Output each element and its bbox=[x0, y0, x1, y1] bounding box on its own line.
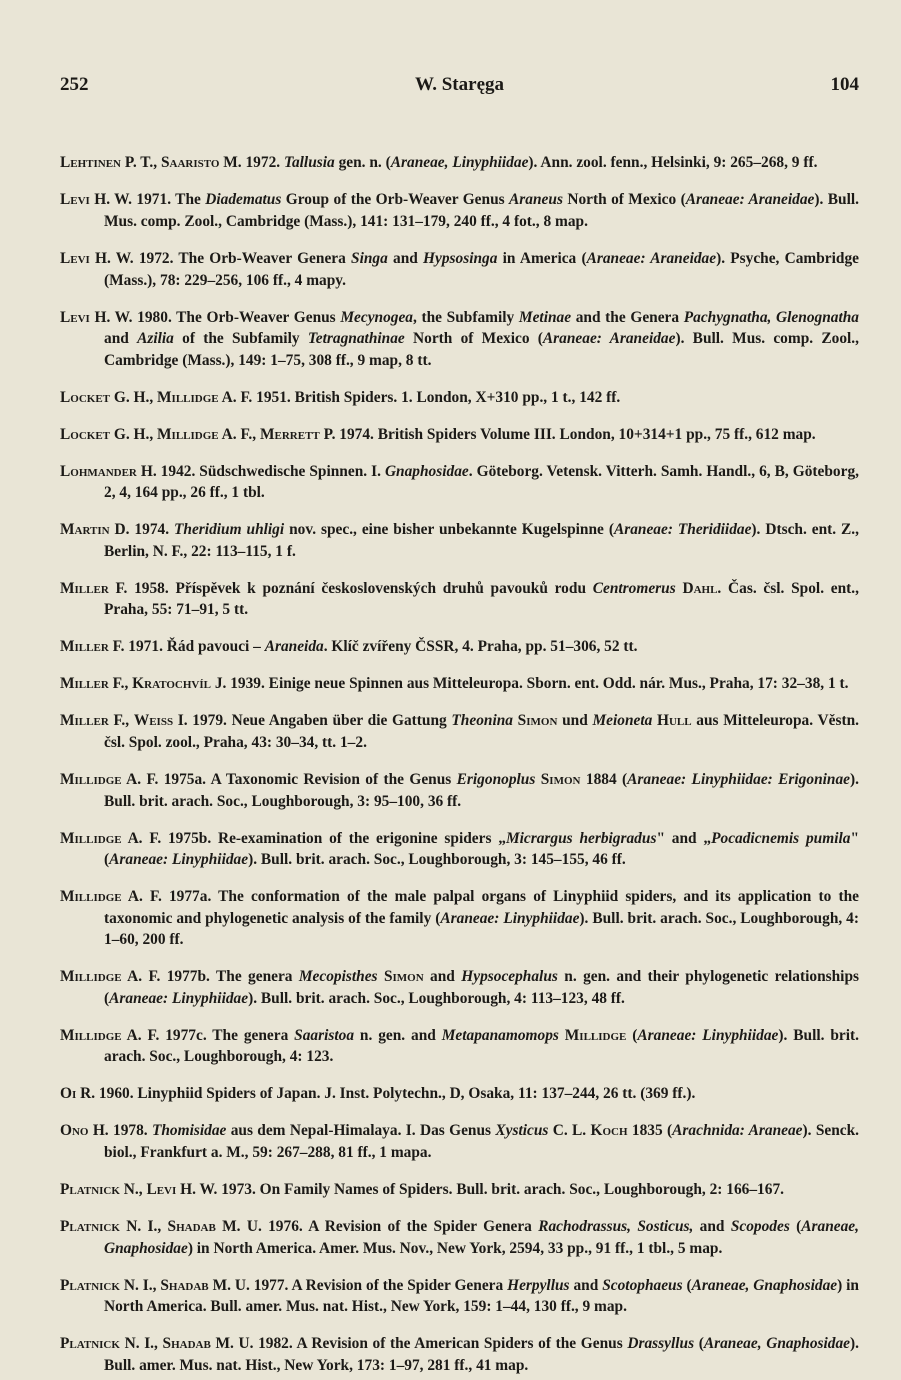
running-header bbox=[60, 74, 859, 102]
reference-entry bbox=[60, 828, 859, 871]
reference-text: D. 1974. bbox=[109, 521, 175, 539]
taxon-name: Gnaphosidae bbox=[384, 462, 469, 480]
reference-text: and bbox=[569, 1276, 603, 1294]
reference-text: M. U. 1982. A Revision of the American Spiders of the Genus bbox=[210, 1335, 628, 1353]
author-name: Millidge bbox=[60, 1026, 122, 1044]
reference-entry bbox=[60, 424, 859, 446]
reference-text: F., bbox=[108, 712, 134, 730]
author-name: Oi bbox=[60, 1085, 77, 1103]
author-name: Kratochvíl bbox=[132, 675, 211, 693]
author-name: Lohmander bbox=[60, 462, 137, 480]
reference-text: 1835 ( bbox=[627, 1122, 673, 1140]
taxon-name: Araneae: Linyphiidae bbox=[109, 851, 249, 869]
author-name: Koch bbox=[590, 1122, 628, 1140]
taxon-name: Scopodes bbox=[730, 1217, 790, 1235]
reference-entry bbox=[60, 769, 859, 812]
reference-entry bbox=[60, 307, 859, 372]
volume-number: 104 bbox=[830, 74, 859, 95]
reference-text: ( bbox=[789, 1217, 802, 1235]
reference-text: ). Bull. amer. Mus. nat. Hist., New York, 173: 1–97, 281 ff., 41 map. bbox=[104, 1335, 859, 1374]
reference-text: n. gen. and bbox=[354, 1026, 442, 1044]
taxon-name: Erigonoplus bbox=[456, 770, 536, 788]
author-name: Merrett bbox=[259, 425, 320, 443]
author-name: Platnick bbox=[60, 1335, 120, 1353]
reference-text: und bbox=[557, 712, 593, 730]
author-name: Martin bbox=[60, 521, 110, 539]
taxon-name: Araneae, Gnaphosidae bbox=[691, 1276, 838, 1294]
taxon-name: Saaristoa bbox=[294, 1026, 355, 1044]
author-name: Platnick bbox=[60, 1217, 120, 1235]
taxon-name: Scotophaeus bbox=[602, 1276, 683, 1294]
author-name: Millidge bbox=[157, 425, 219, 443]
taxon-name: Meioneta bbox=[592, 712, 653, 730]
reference-text: H. 1942. Südschwedische Spinnen. I. bbox=[136, 462, 385, 480]
reference-entry bbox=[60, 578, 859, 621]
reference-text: . Čas. čsl. Spol. ent., Praha, 55: 71–91, 5 tt. bbox=[104, 579, 859, 619]
author-name: Levi bbox=[60, 249, 90, 267]
reference-text: A. F. 1977a. The conformation of the male palpal organs of Linyphiid spiders, and its application to the taxonomic and phylogenetic analysis of the family ( bbox=[104, 888, 859, 927]
reference-text: and bbox=[423, 968, 462, 986]
reference-text: H. W. 1972. The Orb-Weaver Genera bbox=[89, 249, 352, 267]
reference-text: C. L. bbox=[548, 1122, 591, 1140]
reference-entry bbox=[60, 1025, 859, 1068]
reference-text: A. F. 1975b. Re-examination of the erigonine spiders „ bbox=[121, 829, 506, 847]
reference-text: ( bbox=[682, 1276, 692, 1294]
reference-entry bbox=[60, 1275, 859, 1318]
reference-text: H. W. 1971. The bbox=[89, 191, 206, 209]
reference-text: J. 1939. Einige neue Spinnen aus Mitteleuropa. Sborn. ent. Odd. nár. Mus., Praha, 17: 32–38, 1 t. bbox=[210, 675, 849, 693]
reference-text: H. 1978. bbox=[88, 1122, 152, 1140]
taxon-name: Tallusia bbox=[283, 154, 335, 172]
taxon-name: Metapanamomops bbox=[441, 1026, 559, 1044]
author-name: Hull bbox=[657, 712, 692, 730]
author-name: Millidge bbox=[60, 770, 122, 788]
reference-text: North of Mexico ( bbox=[404, 330, 543, 348]
taxon-name: Mecynogea bbox=[340, 308, 413, 326]
taxon-name: Arachnida: Araneae bbox=[672, 1122, 803, 1140]
reference-text: in America ( bbox=[497, 249, 587, 267]
reference-text: and bbox=[104, 330, 138, 348]
author-name: Dahl bbox=[682, 579, 718, 597]
reference-text: M. U. 1977. A Revision of the Spider Genera bbox=[208, 1276, 508, 1294]
taxon-name: Theridium uhligi bbox=[174, 521, 285, 539]
reference-entry bbox=[60, 1216, 859, 1259]
author-name: Millidge bbox=[60, 968, 122, 986]
author-name: Saaristo bbox=[160, 154, 220, 172]
reference-text: ). Bull. brit. arach. Soc., Loughborough, 4: 113–123, 48 ff. bbox=[248, 989, 625, 1007]
author-name: Levi bbox=[146, 1181, 177, 1198]
taxon-name: Metinae bbox=[518, 308, 572, 326]
author-name: Locket bbox=[60, 388, 110, 406]
author-name: Miller bbox=[60, 579, 109, 597]
taxon-name: Araneae: Linyphiidae: Erigoninae bbox=[627, 770, 850, 788]
author-name: Shadab bbox=[167, 1217, 216, 1235]
reference-text: N., bbox=[119, 1181, 147, 1198]
reference-text: ). Ann. zool. fenn., Helsinki, 9: 265–268, 9 ff. bbox=[528, 154, 818, 172]
reference-text: n. gen. and their phylogenetic relationships ( bbox=[104, 968, 860, 1007]
taxon-name: Micrargus herbigradus bbox=[505, 829, 657, 847]
taxon-name: Xysticus bbox=[495, 1122, 549, 1140]
reference-text: and the Genera bbox=[571, 308, 684, 326]
reference-text: aus dem Nepal-Himalaya. I. Das Genus bbox=[226, 1122, 496, 1140]
author-name: Levi bbox=[60, 191, 90, 209]
reference-text: " and „ bbox=[656, 829, 712, 847]
reference-text: ( bbox=[694, 1335, 704, 1353]
reference-text: A. F., bbox=[218, 425, 260, 443]
running-head-author: W. Staręga bbox=[414, 74, 505, 95]
reference-text: F., bbox=[108, 675, 133, 693]
taxon-name: Theonina bbox=[451, 712, 513, 730]
reference-text: " ( bbox=[104, 829, 859, 869]
author-name: Simon bbox=[517, 712, 558, 730]
taxon-name: Tetragnathinae bbox=[307, 330, 405, 348]
taxon-name: Pachygnatha, Glenognatha bbox=[683, 308, 859, 326]
author-name: Simon bbox=[383, 968, 424, 986]
taxon-name: Araneae: Araneidae bbox=[542, 330, 676, 348]
reference-text: F. 1971. Řád pavouci – bbox=[108, 638, 265, 656]
reference-entry bbox=[60, 519, 859, 562]
reference-entry bbox=[60, 710, 859, 753]
author-name: Weiss bbox=[133, 712, 174, 730]
author-name: Miller bbox=[60, 712, 109, 730]
page-number: 252 bbox=[60, 74, 89, 95]
taxon-name: Pocadicnemis pumila bbox=[711, 829, 851, 847]
reference-text: ). Dtsch. ent. Z., Berlin, N. F., 22: 113–115, 1 f. bbox=[104, 521, 860, 560]
reference-entry bbox=[60, 966, 859, 1009]
reference-text: and bbox=[693, 1217, 731, 1235]
reference-text: N. I., bbox=[119, 1276, 161, 1294]
reference-text: . Göteborg. Vetensk. Vitterh. Samh. Handl., 6, B, Göteborg, 2, 4, 164 pp., 26 ff., 1 tbl. bbox=[104, 462, 859, 502]
reference-text: . Klíč zvířeny ČSSR, 4. Praha, pp. 51–306, 52 tt. bbox=[323, 638, 638, 656]
reference-entry bbox=[60, 1083, 859, 1105]
author-name: Millidge bbox=[564, 1026, 627, 1044]
taxon-name: Mecopisthes bbox=[298, 968, 378, 986]
taxon-name: Araneae, Gnaphosidae bbox=[104, 1217, 859, 1257]
reference-text: N. I., bbox=[119, 1335, 163, 1353]
reference-text: Group of the Orb-Weaver Genus bbox=[281, 191, 510, 209]
reference-text: A. F. 1977b. The genera bbox=[121, 968, 299, 986]
taxon-name: Azilia bbox=[137, 330, 174, 348]
taxon-name: Araneae, Gnaphosidae bbox=[703, 1335, 851, 1353]
taxon-name: Hypsocephalus bbox=[461, 968, 558, 986]
taxon-name: Herpyllus bbox=[507, 1276, 570, 1294]
reference-text: A. F. 1951. British Spiders. 1. London, X+310 pp., 1 t., 142 ff. bbox=[218, 388, 621, 406]
reference-text: ) in North America. Bull. amer. Mus. nat. Hist., New York, 159: 1–44, 130 ff., 9 map. bbox=[104, 1276, 859, 1316]
reference-entry bbox=[60, 673, 859, 695]
reference-text: 1884 ( bbox=[580, 770, 628, 788]
reference-list bbox=[60, 137, 859, 1380]
author-name: Platnick bbox=[60, 1181, 120, 1198]
taxon-name: Thomisidae bbox=[151, 1122, 227, 1140]
author-name: Shadab bbox=[162, 1335, 211, 1353]
taxon-name: Drassyllus bbox=[627, 1335, 695, 1353]
reference-text: ). Psyche, Cambridge (Mass.), 78: 229–256, 106 ff., 4 mapy. bbox=[104, 249, 859, 289]
reference-text: ). Bull. brit. arach. Soc., Loughborough, 4: 123. bbox=[104, 1026, 859, 1066]
reference-entry bbox=[60, 461, 859, 504]
reference-text: ( bbox=[626, 1026, 638, 1044]
reference-text: ). Bull. Mus. comp. Zool., Cambridge (Mass.), 149: 1–75, 308 ff., 9 map, 8 tt. bbox=[104, 330, 859, 369]
reference-entry bbox=[60, 248, 859, 291]
reference-text: M. 1972. bbox=[219, 154, 284, 172]
reference-text: ). Bull. brit. arach. Soc., Loughborough, 3: 95–100, 36 ff. bbox=[104, 770, 859, 810]
taxon-name: Rachodrassus, Sosticus, bbox=[538, 1217, 694, 1235]
author-name: Miller bbox=[60, 638, 109, 656]
taxon-name: Diadematus bbox=[205, 191, 282, 209]
taxon-name: Hypsosinga bbox=[423, 249, 498, 267]
author-name: Millidge bbox=[157, 388, 219, 406]
reference-text: ). Bull. brit. arach. Soc., Loughborough, 3: 145–155, 46 ff. bbox=[248, 851, 626, 869]
reference-text: P. 1974. British Spiders Volume III. London, 10+314+1 pp., 75 ff., 612 map. bbox=[319, 425, 816, 443]
reference-text: R. 1960. Linyphiid Spiders of Japan. J. Inst. Polytechn., D, Osaka, 11: 137–244, 26 tt. (369 ff.). bbox=[76, 1085, 696, 1103]
reference-entry bbox=[60, 636, 859, 658]
reference-text: I. 1979. Neue Angaben über die Gattung bbox=[173, 712, 452, 730]
reference-entry bbox=[60, 189, 859, 232]
taxon-name: Centromerus bbox=[592, 579, 676, 597]
reference-entry bbox=[60, 1179, 859, 1201]
reference-text: ). Bull. brit. arach. Soc., Loughborough, 4: 1–60, 200 ff. bbox=[104, 909, 859, 949]
reference-text: and bbox=[387, 249, 424, 267]
reference-text: North of Mexico ( bbox=[562, 191, 686, 209]
reference-text: , the Subfamily bbox=[413, 308, 519, 326]
author-name: Ono bbox=[60, 1122, 89, 1140]
reference-text: P. T., bbox=[121, 154, 161, 172]
author-name: Millidge bbox=[60, 888, 122, 906]
reference-text: H. W. 1973. On Family Names of Spiders. Bull. brit. arach. Soc., Loughborough, 2: 166–167. bbox=[176, 1181, 784, 1198]
reference-text: F. 1958. Příspěvek k poznání československých druhů pavouků rodu bbox=[108, 579, 593, 597]
reference-text: nov. spec., eine bisher unbekannte Kugelspinne ( bbox=[284, 521, 614, 539]
reference-text: ). Bull. Mus. comp. Zool., Cambridge (Mass.), 141: 131–179, 240 ff., 4 fot., 8 map. bbox=[104, 191, 859, 230]
reference-text: of the Subfamily bbox=[173, 330, 308, 348]
taxon-name: Araneae: Linyphiidae bbox=[637, 1026, 779, 1044]
reference-text: N. I., bbox=[119, 1217, 168, 1235]
author-name: Millidge bbox=[60, 829, 122, 847]
taxon-name: Araneus bbox=[509, 191, 563, 209]
taxon-name: Araneida bbox=[264, 638, 324, 656]
reference-text: A. F. 1975a. A Taxonomic Revision of the Genus bbox=[121, 770, 457, 788]
reference-text: ) in North America. Amer. Mus. Nov., New York, 2594, 33 pp., 91 ff., 1 tbl., 5 map. bbox=[187, 1239, 723, 1257]
reference-text: gen. n. ( bbox=[334, 154, 391, 172]
reference-text: M. U. 1976. A Revision of the Spider Genera bbox=[215, 1217, 539, 1235]
reference-entry bbox=[60, 1120, 859, 1163]
taxon-name: Araneae, Linyphiidae bbox=[390, 154, 529, 172]
taxon-name: Araneae: Araneidae bbox=[586, 249, 717, 267]
author-name: Lehtinen bbox=[60, 154, 122, 172]
author-name: Shadab bbox=[160, 1276, 209, 1294]
reference-entry bbox=[60, 152, 859, 174]
taxon-name: Araneae: Theridiidae bbox=[613, 521, 752, 539]
author-name: Simon bbox=[540, 770, 581, 788]
reference-text: G. H., bbox=[110, 425, 158, 443]
taxon-name: Singa bbox=[351, 249, 388, 267]
author-name: Locket bbox=[60, 425, 110, 443]
taxon-name: Araneae: Linyphiidae bbox=[109, 989, 249, 1007]
reference-entry bbox=[60, 886, 859, 951]
author-name: Platnick bbox=[60, 1276, 120, 1294]
taxon-name: Araneae: Araneidae bbox=[685, 191, 815, 209]
reference-text: G. H., bbox=[110, 388, 158, 406]
reference-entry bbox=[60, 387, 859, 409]
reference-text: aus Mitteleuropa. Věstn. čsl. Spol. zool., Praha, 43: 30–34, tt. 1–2. bbox=[104, 712, 859, 751]
taxon-name: Araneae: Linyphiidae bbox=[440, 909, 580, 927]
author-name: Miller bbox=[60, 675, 109, 693]
reference-text: H. W. 1980. The Orb-Weaver Genus bbox=[89, 308, 341, 326]
reference-text: ). Senck. biol., Frankfurt a. M., 59: 267–288, 81 ff., 1 mapa. bbox=[104, 1122, 860, 1162]
author-name: Levi bbox=[60, 308, 90, 326]
reference-text: A. F. 1977c. The genera bbox=[121, 1026, 295, 1044]
reference-entry bbox=[60, 1333, 859, 1376]
